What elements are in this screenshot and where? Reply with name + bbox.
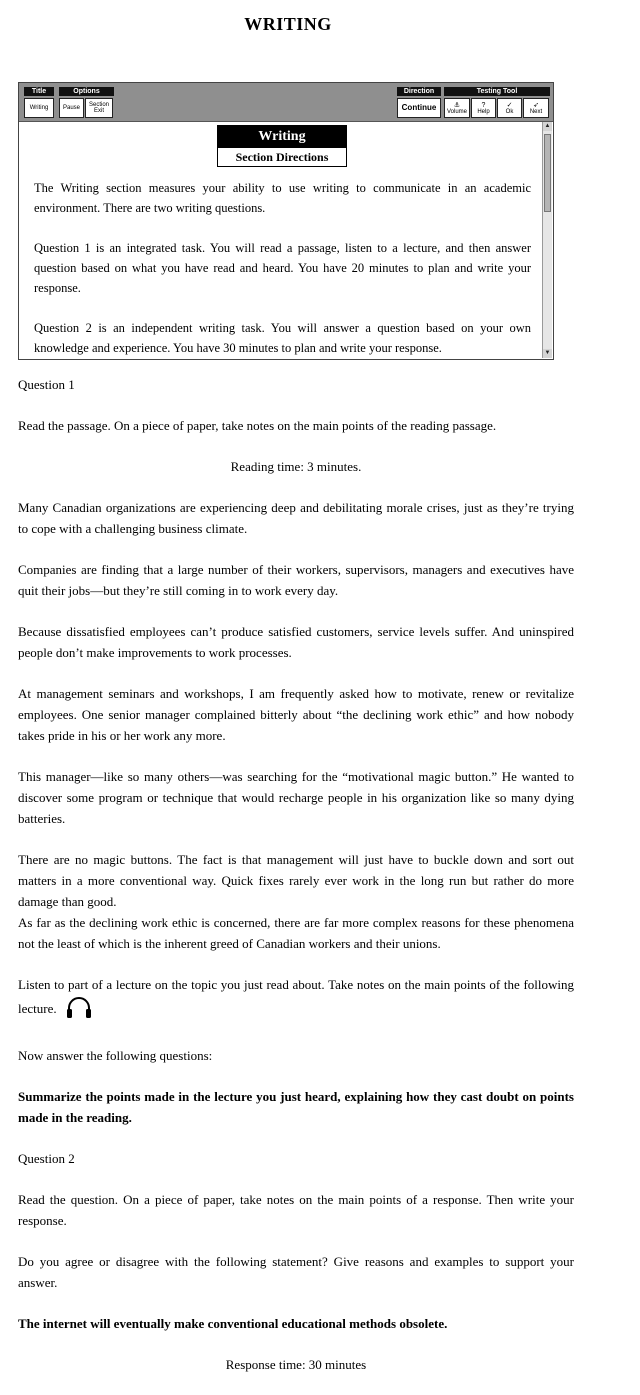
- continue-button[interactable]: Continue: [397, 98, 441, 118]
- listen-instruction-text: Listen to part of a lecture on the topic you just read about. Take notes on the main points of the following lecture.: [18, 977, 574, 1016]
- test-toolbar: [19, 83, 553, 122]
- title-writing-tab[interactable]: Writing: [24, 98, 54, 118]
- ok-button[interactable]: [497, 98, 522, 118]
- section-exit-label-2: Exit: [93, 108, 104, 114]
- test-window: [18, 82, 554, 360]
- testing-tool-label: Testing Tool: [444, 87, 550, 96]
- passage-paragraph: As far as the declining work ethic is concerned, there are far more complex reasons for these phenomena not the least of which is the inherent greed of Canadian workers and their unions.: [18, 915, 574, 951]
- next-button[interactable]: [523, 98, 549, 118]
- question2-label: Question 2: [18, 1151, 75, 1166]
- directions-title: Writing: [218, 126, 346, 148]
- question1-task: Summarize the points made in the lecture you just heard, explaining how they cast doubt on points made in the reading.: [18, 1089, 574, 1125]
- response-time: Response time: 30 minutes: [225, 1357, 367, 1372]
- section-exit-button[interactable]: [85, 98, 113, 118]
- help-icon: ?: [481, 101, 486, 109]
- directions-text: [34, 178, 531, 357]
- volume-icon: ⚓: [453, 101, 461, 109]
- passage-paragraph: Because dissatisfied employees can’t produce satisfied customers, service levels suffer. And uninspired people don’t make improvements to work processes.: [18, 624, 574, 660]
- listen-instruction: [18, 974, 574, 1025]
- passage-paragraph: Many Canadian organizations are experiencing deep and debilitating morale crises, just as they’re trying to cope with a challenging business climate.: [18, 500, 574, 536]
- question-document: [18, 374, 574, 1395]
- vertical-scrollbar[interactable]: [542, 122, 552, 358]
- question1-instruction: Read the passage. On a piece of paper, take notes on the main points of the reading passage.: [18, 418, 497, 433]
- section-directions-header: [217, 125, 347, 167]
- volume-label: Volume: [446, 108, 467, 115]
- question2-instruction: Read the question. On a piece of paper, take notes on the main points of a response. Then write your response.: [18, 1192, 574, 1228]
- title-group-label: Title: [24, 87, 54, 96]
- question1-label: Question 1: [18, 377, 75, 392]
- question2-statement: The internet will eventually make conventional educational methods obsolete.: [18, 1316, 448, 1331]
- direction-group: [397, 87, 441, 118]
- options-group-label: Options: [59, 87, 114, 96]
- page-title: WRITING: [244, 14, 332, 34]
- passage-paragraph: Companies are finding that a large number of their workers, supervisors, managers and executives have quit their jobs—but they’re still coming in to work every day.: [18, 562, 574, 598]
- directions-paragraph: Question 1 is an integrated task. You will read a passage, listen to a lecture, and then answer question based on what you have read and heard. You have 20 minutes to plan and write your response.: [34, 241, 531, 295]
- passage-paragraph: There are no magic buttons. The fact is that management will just have to buckle down and sort out matters in a more conventional way. Quick fixes rarely ever work in the long run but rather do more damage than good.: [18, 852, 574, 909]
- question2-prompt: Do you agree or disagree with the following statement? Give reasons and examples to support your answer.: [18, 1254, 574, 1290]
- pause-button[interactable]: Pause: [59, 98, 84, 118]
- passage-paragraph: At management seminars and workshops, I am frequently asked how to motivate, renew or revitalize employees. One senior manager complained bitterly about “the declining work ethic” and how nobody takes pride in his or her work any more.: [18, 686, 574, 743]
- volume-button[interactable]: [444, 98, 470, 118]
- next-label: Next: [529, 108, 543, 115]
- options-group: [59, 87, 114, 118]
- answer-prompt: Now answer the following questions:: [18, 1048, 213, 1063]
- headphones-icon[interactable]: [65, 995, 93, 1025]
- directions-paragraph: The Writing section measures your ability to use writing to communicate in an academic environment. There are two writing questions.: [34, 181, 531, 215]
- next-icon: ➶: [533, 101, 539, 109]
- testing-tool-group: [444, 87, 550, 118]
- directions-content: [21, 123, 541, 357]
- scroll-thumb[interactable]: [544, 134, 551, 212]
- scroll-up-icon[interactable]: ▲: [544, 123, 551, 129]
- ok-icon: ✓: [506, 101, 513, 109]
- title-group: [24, 87, 54, 118]
- reading-time: Reading time: 3 minutes.: [230, 459, 362, 474]
- directions-paragraph: Question 2 is an independent writing task. You will answer a question based on your own knowledge and experience. You have 30 minutes to plan and write your response.: [34, 321, 531, 355]
- ok-label: Ok: [505, 108, 514, 115]
- help-label: Help: [477, 108, 490, 115]
- section-exit-label-1: Section: [88, 102, 109, 108]
- help-button[interactable]: [471, 98, 496, 118]
- passage-paragraph: This manager—like so many others—was searching for the “motivational magic button.” He wanted to discover some program or technique that would recharge people in his organization like so many dying batteries.: [18, 769, 574, 826]
- scroll-down-icon[interactable]: ▼: [544, 350, 551, 356]
- directions-subtitle: Section Directions: [235, 150, 329, 164]
- direction-group-label: Direction: [397, 87, 441, 96]
